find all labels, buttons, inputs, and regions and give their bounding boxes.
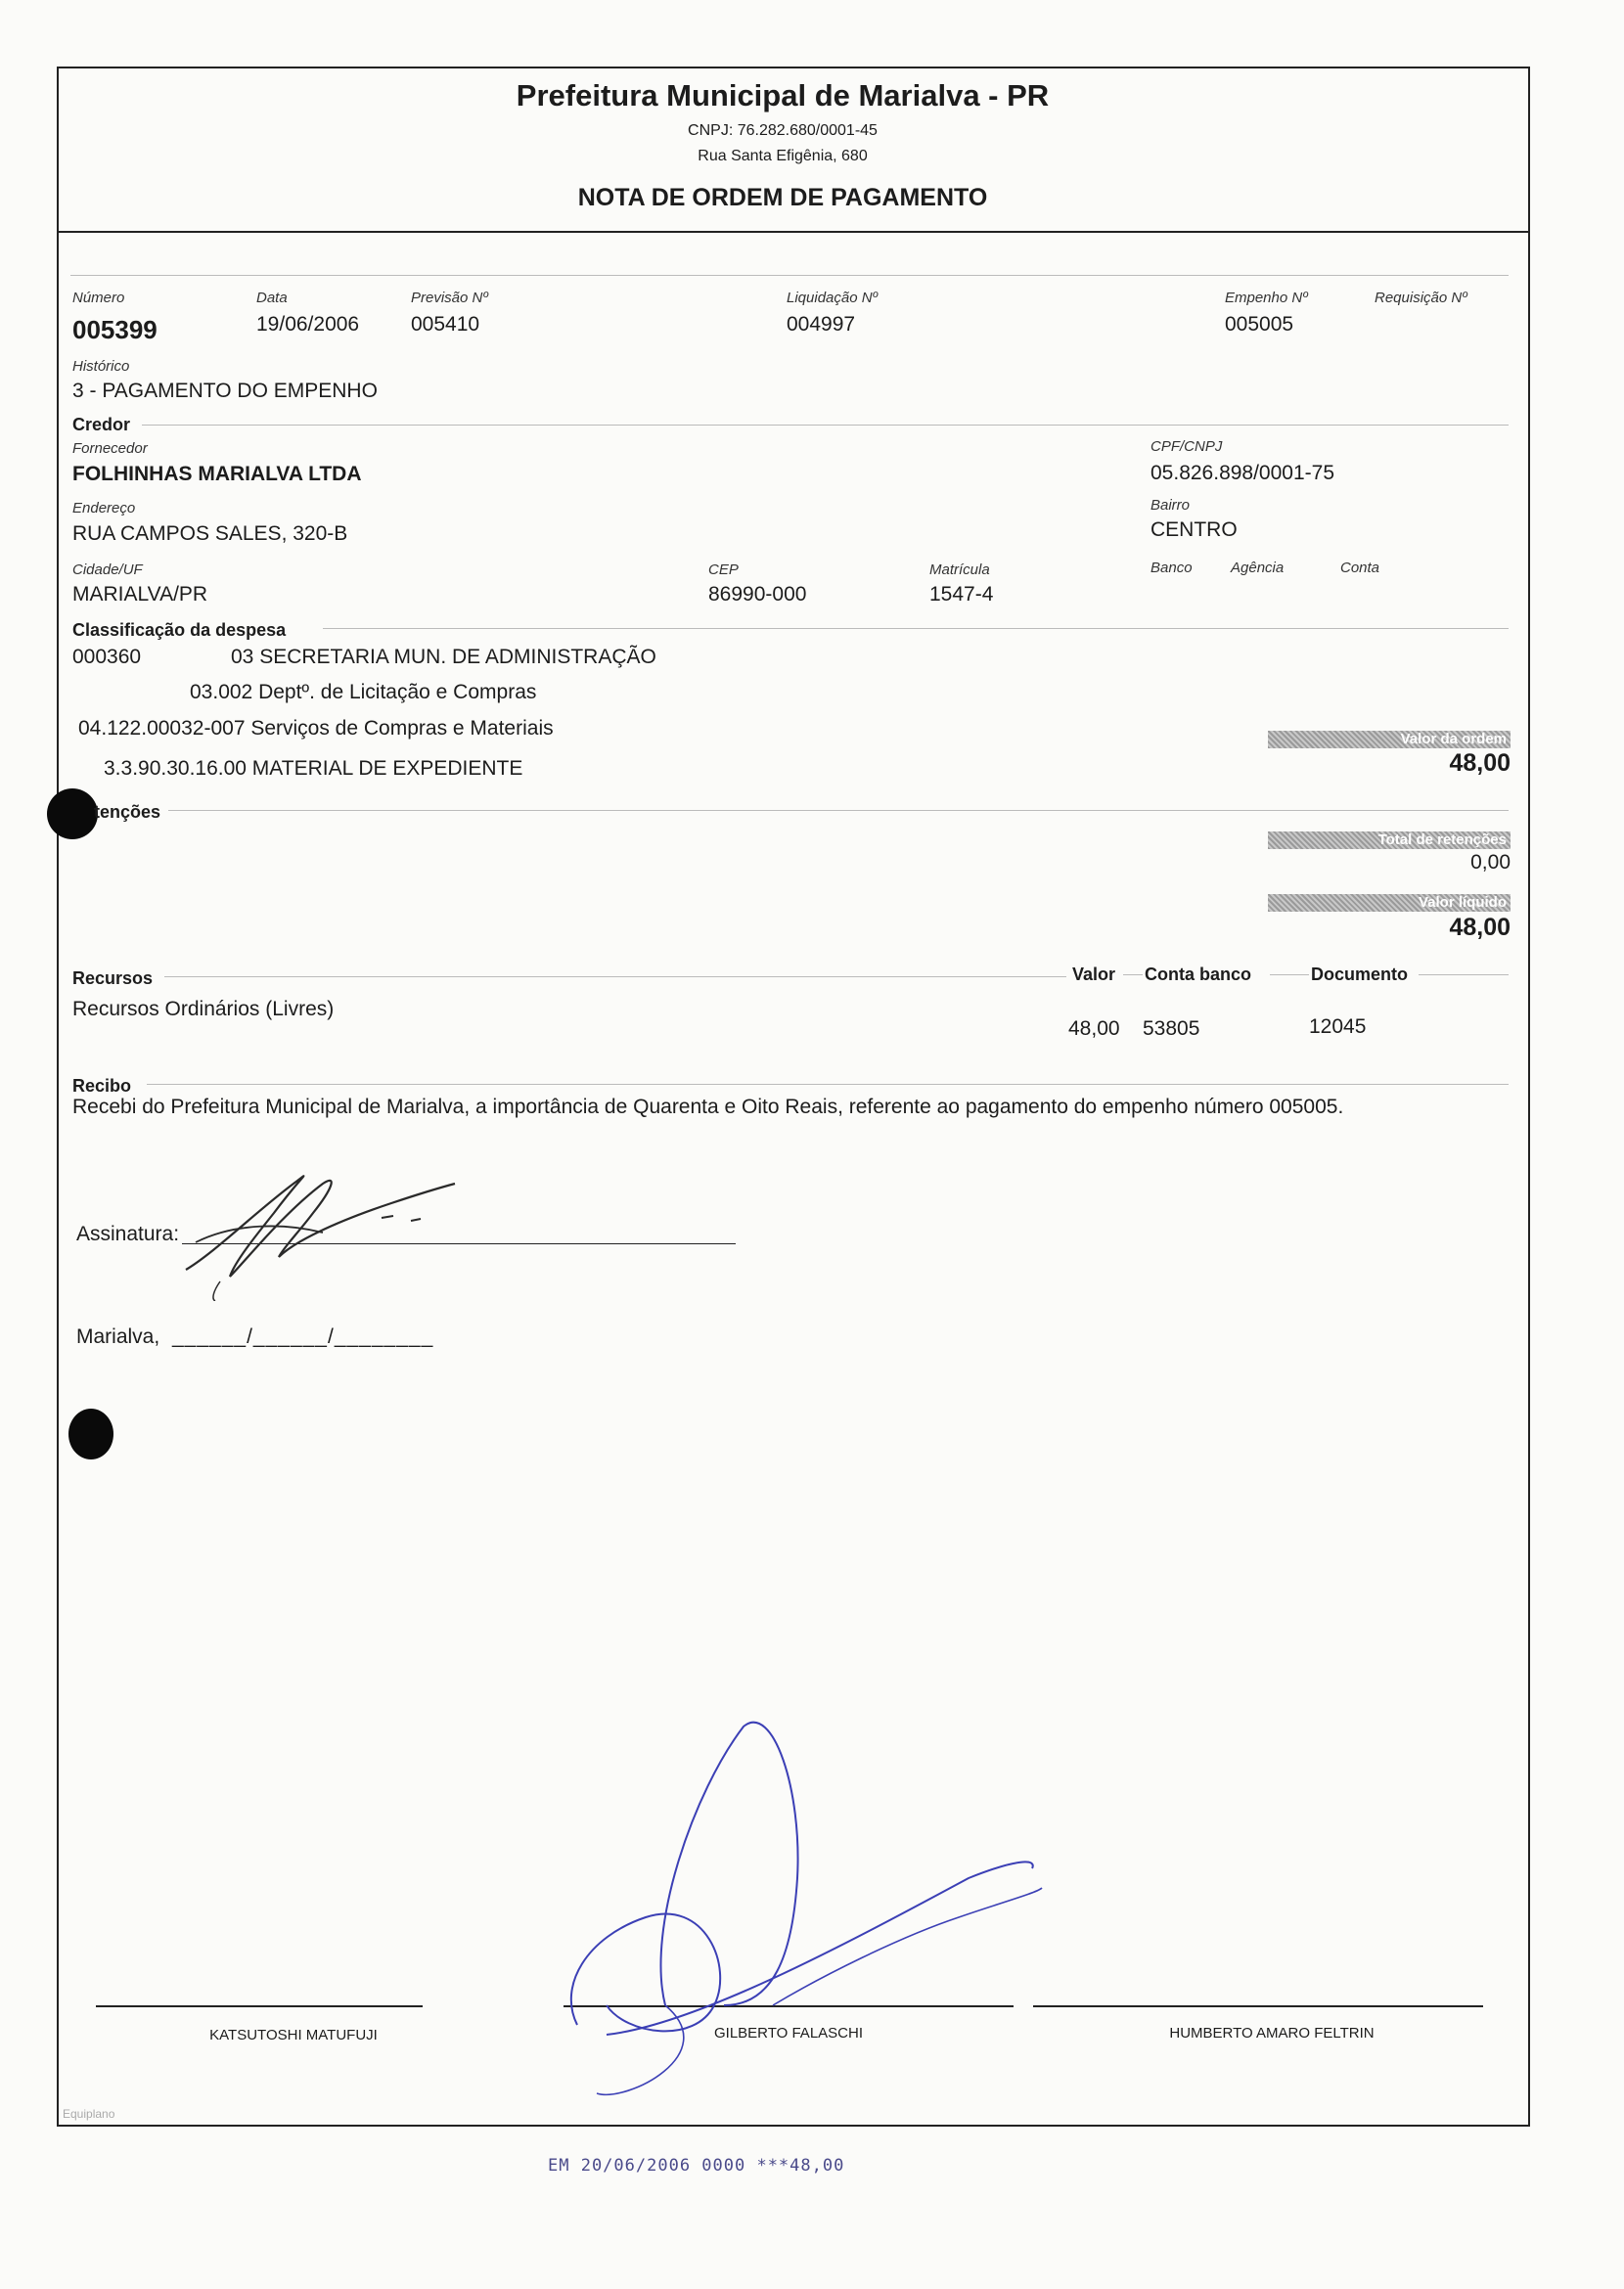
matricula-value: 1547-4 — [929, 583, 994, 606]
assinatura-label: Assinatura: — [76, 1223, 180, 1245]
fields-top-line — [70, 275, 1509, 276]
signatory-1: KATSUTOSHI MATUFUJI — [209, 2027, 378, 2043]
fornecedor-label: Fornecedor — [72, 440, 148, 457]
classificacao-programa: 04.122.00032-007 Serviços de Compras e Materiais — [78, 717, 554, 740]
matricula-label: Matrícula — [929, 561, 990, 578]
handwritten-signature-1 — [176, 1144, 470, 1301]
previsao-label: Previsão Nº — [411, 290, 488, 306]
address-text: Rua Santa Efigênia, 680 — [698, 148, 868, 164]
credor-line — [142, 425, 1509, 426]
conta-label: Conta — [1340, 560, 1380, 576]
empenho-value: 005005 — [1225, 313, 1294, 336]
punch-hole-bottom — [68, 1409, 113, 1459]
requisicao-label: Requisição Nº — [1375, 290, 1467, 306]
numero-label: Número — [72, 290, 125, 306]
header-divider — [57, 231, 1530, 233]
document-title: Prefeitura Municipal de Marialva - PR — [516, 78, 1050, 112]
cep-label: CEP — [708, 561, 739, 578]
liquidacao-label: Liquidação Nº — [787, 290, 879, 306]
signature-line-1 — [96, 2005, 423, 2007]
liquidacao-value: 004997 — [787, 313, 856, 336]
recursos-descricao: Recursos Ordinários (Livres) — [72, 998, 335, 1020]
previsao-value: 005410 — [411, 313, 480, 336]
bairro-value: CENTRO — [1150, 518, 1238, 541]
local-data-blanks: ______/______/________ — [172, 1325, 434, 1348]
credor-section-title: Credor — [72, 415, 131, 434]
fornecedor-value: FOLHINHAS MARIALVA LTDA — [72, 463, 362, 485]
recursos-documento: 12045 — [1309, 1015, 1367, 1038]
cidade-label: Cidade/UF — [72, 561, 143, 578]
recibo-section-title: Recibo — [72, 1076, 132, 1096]
total-retencoes-label: Total de retenções — [1377, 831, 1507, 848]
recursos-conta-header: Conta banco — [1145, 965, 1252, 984]
classificacao-departamento: 03.002 Deptº. de Licitação e Compras — [190, 681, 537, 703]
cep-value: 86990-000 — [708, 583, 807, 606]
valor-liquido-label: Valor líquido — [1418, 894, 1507, 911]
bairro-label: Bairro — [1150, 497, 1191, 514]
recursos-conta-banco: 53805 — [1143, 1017, 1200, 1040]
valor-ordem-label-bar — [1268, 731, 1511, 748]
recursos-valor: 48,00 — [1068, 1017, 1120, 1040]
signatory-3: HUMBERTO AMARO FELTRIN — [1169, 2025, 1375, 2042]
total-retencoes-label-bar — [1268, 831, 1511, 849]
recursos-line-3 — [1270, 974, 1309, 975]
punch-hole-top — [47, 788, 98, 839]
classificacao-section-title: Classificação da despesa — [72, 620, 287, 640]
handwritten-signature-2 — [548, 1712, 1057, 2103]
retencoes-line — [168, 810, 1509, 811]
valor-ordem-label: Valor da ordem — [1400, 731, 1507, 747]
recursos-line-4 — [1419, 974, 1509, 975]
valor-liquido-value: 48,00 — [1449, 914, 1511, 941]
empenho-label: Empenho Nº — [1225, 290, 1308, 306]
endereco-label: Endereço — [72, 500, 136, 516]
historico-value: 3 - PAGAMENTO DO EMPENHO — [72, 380, 378, 402]
classificacao-elemento: 3.3.90.30.16.00 MATERIAL DE EXPEDIENTE — [104, 757, 523, 780]
cidade-value: MARIALVA/PR — [72, 583, 208, 606]
agencia-label: Agência — [1231, 560, 1285, 576]
banco-label: Banco — [1150, 560, 1193, 576]
cpf-cnpj-value: 05.826.898/0001-75 — [1150, 462, 1335, 484]
cpf-cnpj-label: CPF/CNPJ — [1150, 438, 1223, 455]
recibo-line — [147, 1084, 1509, 1085]
equiplano-footer: Equiplano — [63, 2107, 115, 2121]
recursos-documento-header: Documento — [1311, 965, 1408, 984]
classificacao-secretaria: 03 SECRETARIA MUN. DE ADMINISTRAÇÃO — [231, 646, 656, 668]
numero-value: 005399 — [72, 315, 158, 344]
recursos-line-2 — [1123, 974, 1143, 975]
valor-liquido-label-bar — [1268, 894, 1511, 912]
recursos-line — [164, 976, 1066, 977]
total-retencoes-value: 0,00 — [1470, 851, 1511, 874]
data-value: 19/06/2006 — [256, 313, 360, 336]
doc-type-title: NOTA DE ORDEM DE PAGAMENTO — [577, 184, 988, 211]
data-label: Data — [256, 290, 288, 306]
classificacao-code: 000360 — [72, 646, 142, 668]
classificacao-line — [323, 628, 1509, 629]
historico-label: Histórico — [72, 358, 130, 375]
recibo-text: Recebi do Prefeitura Municipal de Marialva, a importância de Quarenta e Oito Reais, referente ao pagamento do empenho número 005005. — [72, 1096, 1344, 1118]
signature-line-3 — [1033, 2005, 1483, 2007]
retencoes-section-title: tenções — [94, 802, 161, 822]
cnpj-text: CNPJ: 76.282.680/0001-45 — [688, 122, 878, 139]
recursos-valor-header: Valor — [1072, 965, 1116, 984]
payment-stamp: EM 20/06/2006 0000 ***48,00 — [548, 2156, 845, 2176]
signatory-2: GILBERTO FALASCHI — [714, 2025, 863, 2042]
valor-ordem-value: 48,00 — [1449, 749, 1511, 777]
endereco-value: RUA CAMPOS SALES, 320-B — [72, 522, 348, 545]
recursos-section-title: Recursos — [72, 968, 154, 988]
local-data-label: Marialva, — [76, 1325, 160, 1348]
